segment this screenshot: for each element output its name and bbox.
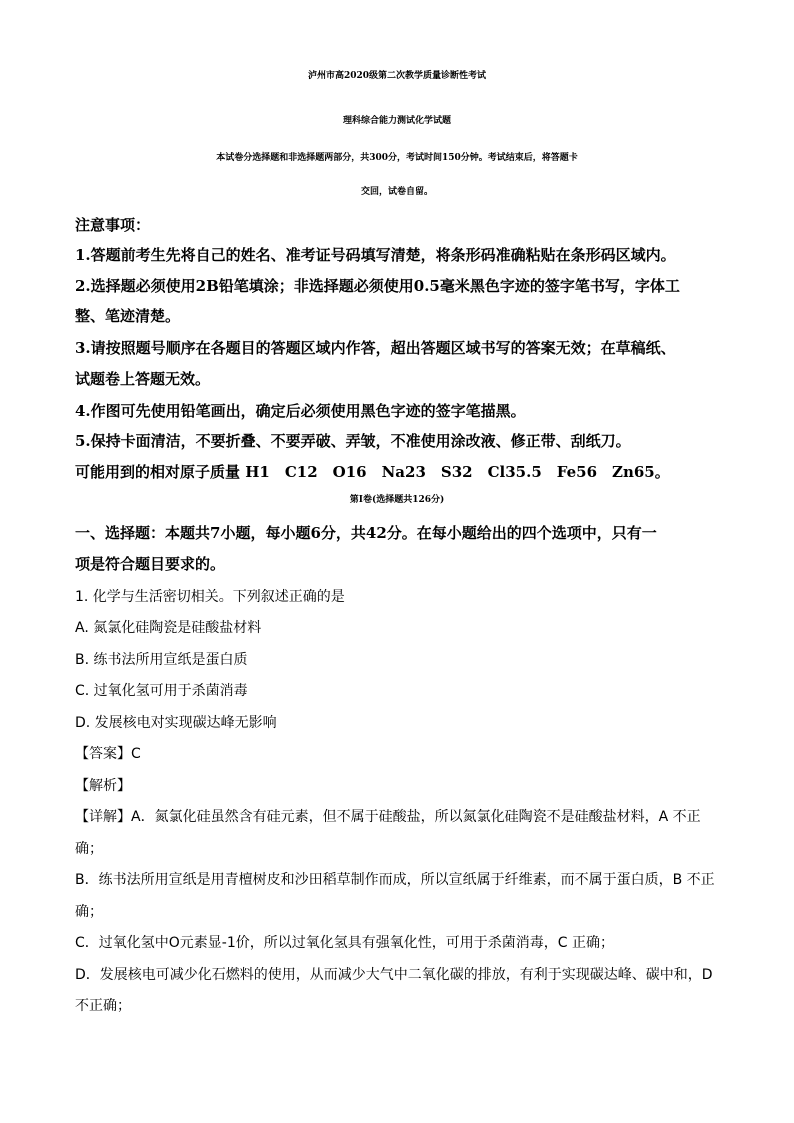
notice-item-2: 2.选择题必须使用2B铅笔填涂；非选择题必须使用0.5毫米黑色字迹的签字笔书写，字体工 [75, 277, 680, 295]
notice-item-4: 4.作图可先使用铅笔画出，确定后必须使用黑色字迹的签字笔描黑。 [75, 402, 526, 420]
exam-title: 泸州市高2020级第二次教学质量诊断性考试 [307, 71, 487, 81]
detail-a-cont: 确； [75, 841, 103, 857]
notice-item-1: 1.答题前考生先将自己的姓名、准考证号码填写清楚，将条形码准确粘贴在条形码区域内。 [75, 246, 676, 264]
option-b: B. 练书法所用宣纸是蛋白质 [75, 652, 248, 668]
detail-b-cont: 确； [75, 904, 103, 920]
notice-item-5: 5.保持卡面清洁，不要折叠、不要弄破、弄皱，不准使用涂改液、修正带、刮纸刀。 [75, 432, 631, 450]
detail-c: C．过氧化氢中O元素显-1价，所以过氧化氢具有强氧化性，可用于杀菌消毒，C 正确； [75, 935, 614, 951]
detail-d-cont: 不正确； [75, 998, 131, 1014]
intro-line-1: 本试卷分选择题和非选择题两部分，共300分，考试时间150分钟。考试结束后，将答题卡 [216, 153, 578, 163]
detail-d: D．发展核电可减少化石燃料的使用，从而减少大气中二氧化碳的排放，有利于实现碳达峰、碳中和，D [75, 967, 713, 983]
exam-subtitle: 理科综合能力测试化学试题 [342, 116, 451, 126]
option-d: D. 发展核电对实现碳达峰无影响 [75, 715, 277, 731]
notice-item-3: 3.请按照题号顺序在各题目的答题区域内作答，超出答题区域书写的答案无效；在草稿纸、 [75, 339, 676, 357]
option-c: C. 过氧化氢可用于杀菌消毒 [75, 683, 248, 699]
notice-heading: 注意事项： [75, 216, 151, 234]
detail-a: 【详解】A．氮氯化硅虽然含有硅元素，但不属于硅酸盐，所以氮氯化硅陶瓷不是硅酸盐材料，A 不正 [75, 809, 701, 825]
intro-line-2: 交回，试卷自留。 [360, 187, 433, 197]
analysis-label: 【解析】 [75, 778, 131, 794]
notice-item-3-cont: 试题卷上答题无效。 [75, 370, 211, 388]
part1-heading: 一、选择题：本题共7小题，每小题6分，共42分。在每小题给出的四个选项中，只有一 [75, 524, 657, 542]
section-title: 第I卷(选择题共126分) [349, 495, 445, 505]
question-1: 1. 化学与生活密切相关。下列叙述正确的是 [75, 589, 345, 605]
detail-b: B．练书法所用宣纸是用青檀树皮和沙田稻草制作而成，所以宣纸属于纤维素，而不属于蛋白质，B 不正 [75, 872, 715, 888]
answer-label: 【答案】C [75, 746, 141, 762]
notice-item-2-cont: 整、笔迹清楚。 [75, 307, 181, 325]
option-a: A. 氮氯化硅陶瓷是硅酸盐材料 [75, 620, 262, 636]
part1-heading-cont: 项是符合题目要求的。 [75, 555, 226, 573]
atomic-mass-line: 可能用到的相对原子质量 H1 C12 O16 Na23 S32 Cl35.5 Fe56 Zn65。 [75, 463, 670, 481]
